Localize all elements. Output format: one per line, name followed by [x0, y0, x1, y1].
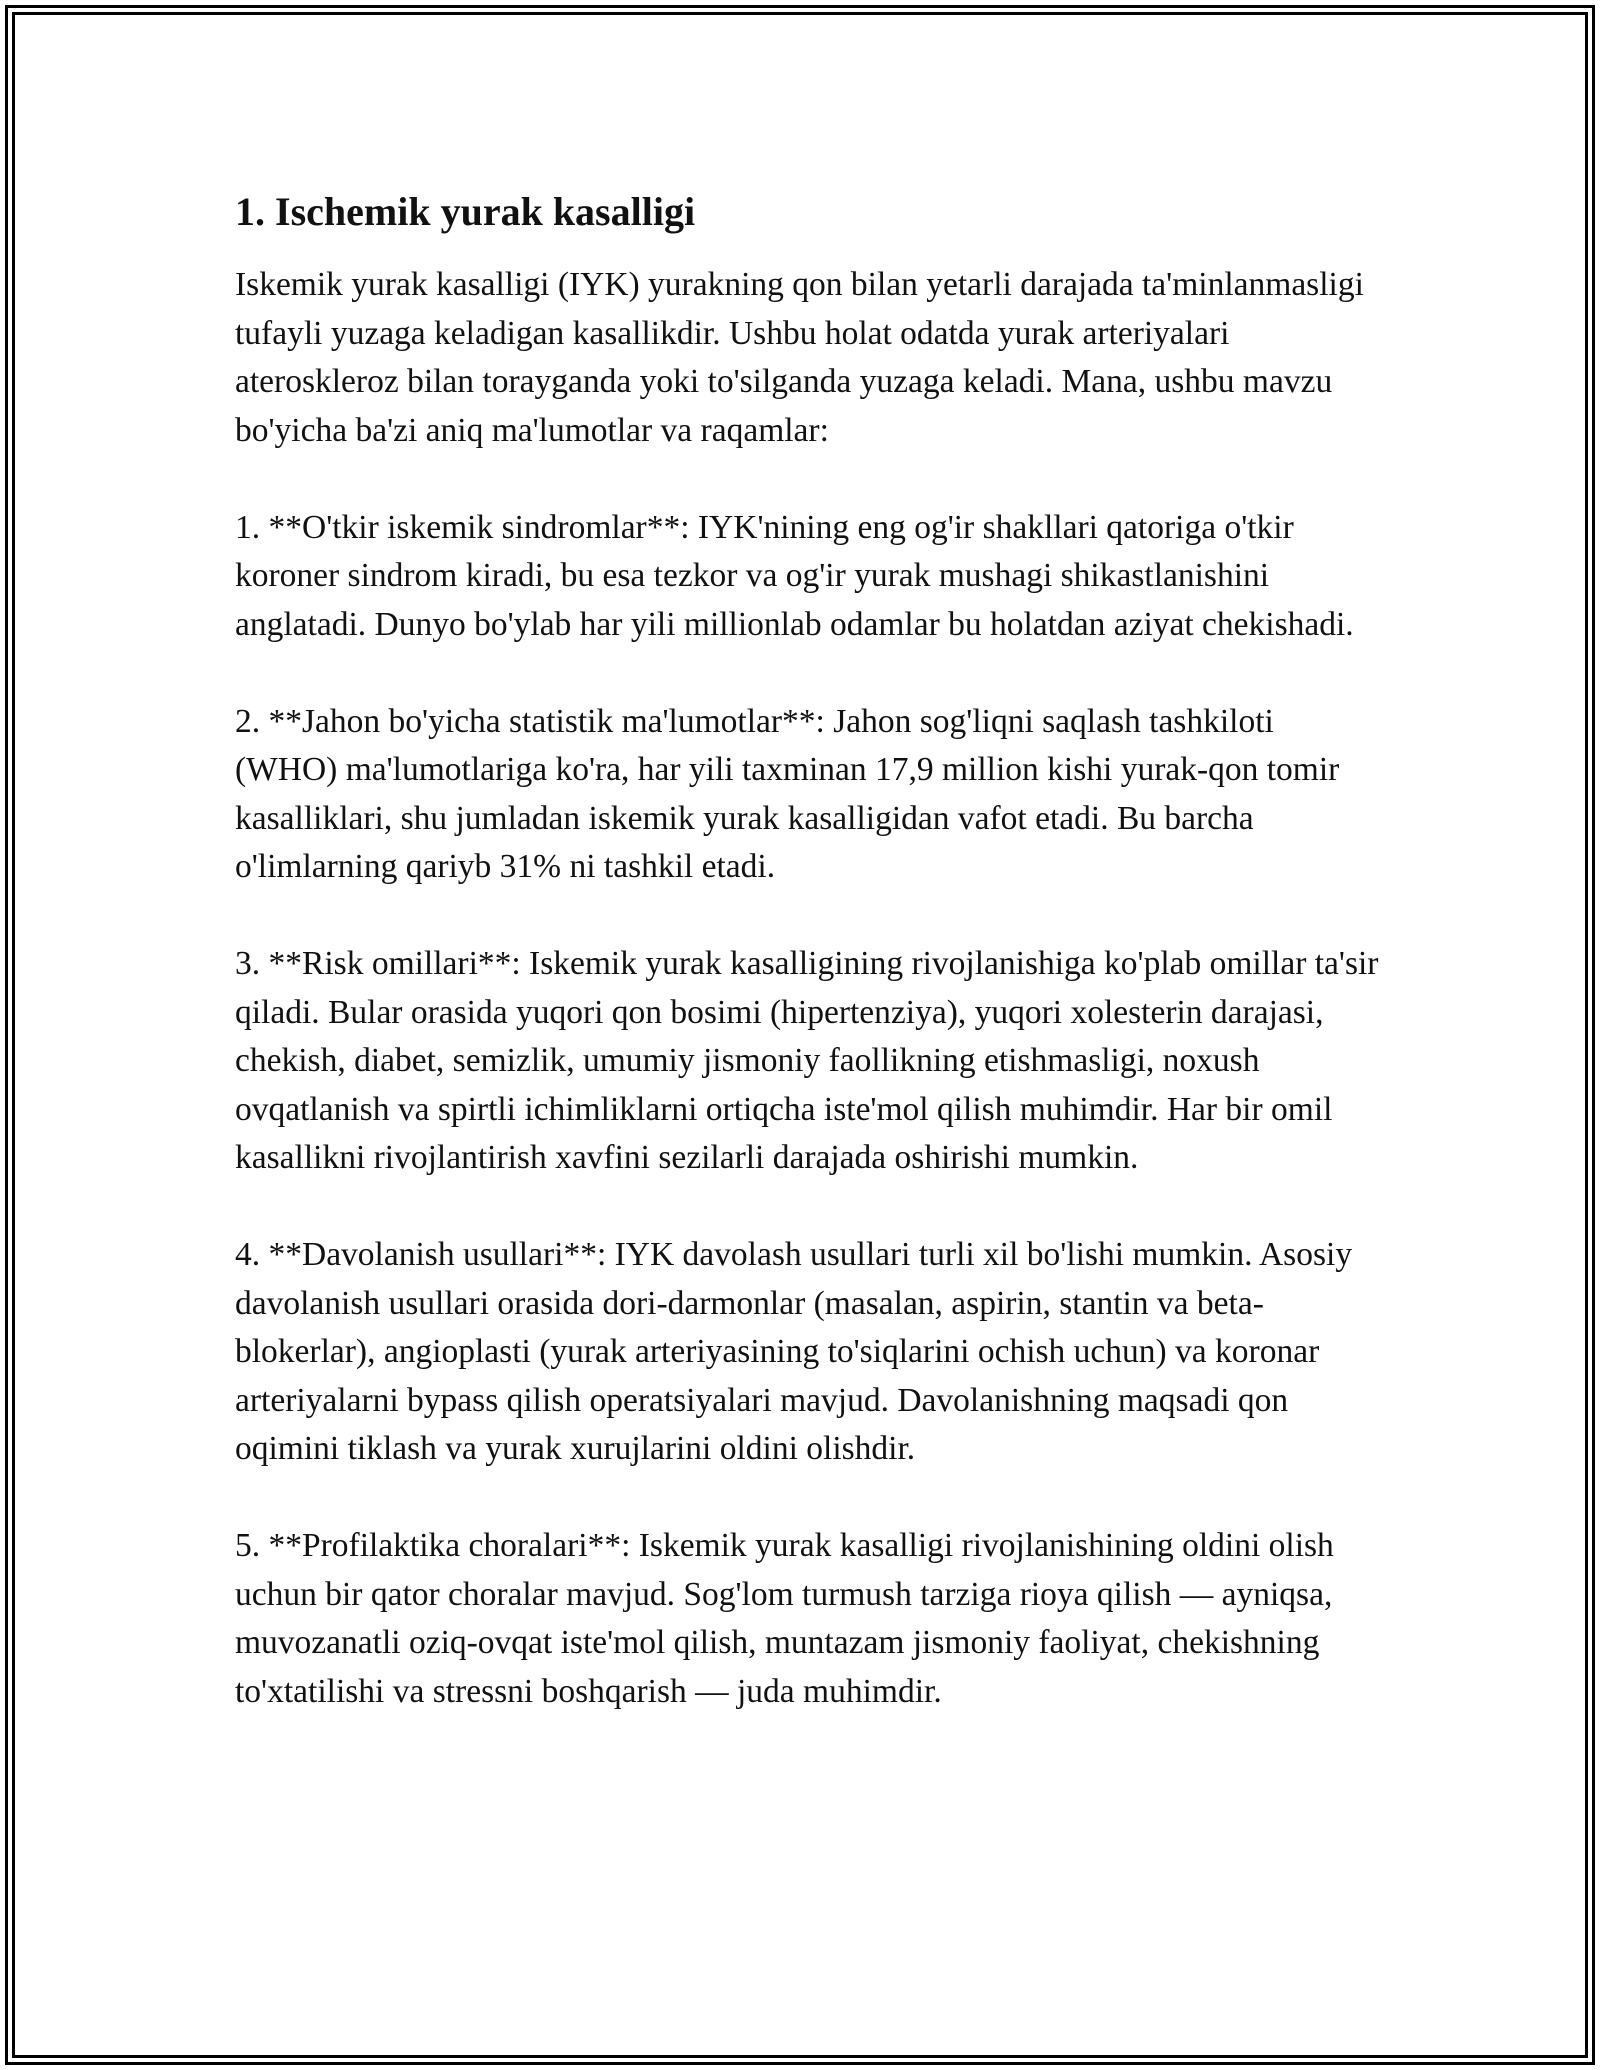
intro-paragraph: Iskemik yurak kasalligi (IYK) yurakning qon bilan yetarli darajada ta'minlanmasligi tufayli yuzaga keladigan kasallikdir. Ushbu holat odatda yurak arteriyalari ateroskleroz bilan torayganda yoki to'silganda yuzaga keladi. Mana, ushbu mavzu bo'yicha ba'zi aniq ma'lumotlar va raqamlar:: [235, 266, 1364, 449]
paragraph-risk-factors: 3. **Risk omillari**: Iskemik yurak kasalligining rivojlanishiga ko'plab omillar ta'sir qiladi. Bular orasida yuqori qon bosimi (hipertenziya), yuqori xolesterin darajasi, chekish, diabet, semizlik, umumiy jismoniy faollikning etishmasligi, noxush ovqatlanish va spirtli ichimliklarni ortiqcha iste'mol qilish muhimdir. Har bir omil kasallikni rivojlantirish xavfini sezilarli darajada oshirishi mumkin.: [235, 945, 1379, 1176]
paragraph-prevention-measures: 5. **Profilaktika choralari**: Iskemik yurak kasalligi rivojlanishining oldini olish uchun bir qator choralar mavjud. Sog'lom turmush tarziga rioya qilish — ayniqsa, muvozanatli oziq-ovqat iste'mol qilish, muntazam jismoniy faoliyat, chekishning to'xtatilishi va stressni boshqarish — juda muhimdir.: [235, 1527, 1334, 1710]
paragraph-treatment-methods: 4. **Davolanish usullari**: IYK davolash usullari turli xil bo'lishi mumkin. Asosiy davolanish usullari orasida dori-darmonlar (masalan, aspirin, stantin va beta-blokerlar), angioplasti (yurak arteriyasining to'siqlarini ochish uchun) va koronar arteriyalarni bypass qilish operatsiyalari mavjud. Davolanishning maqsadi qon oqimini tiklash va yurak xurujlarini oldini olishdir.: [235, 1236, 1353, 1467]
document-title: 1. Ischemik yurak kasalligi: [235, 189, 696, 234]
paragraph-acute-ischemic-syndromes: 1. **O'tkir iskemik sindromlar**: IYK'nining eng og'ir shakllari qatoriga o'tkir koroner sindrom kiradi, bu esa tezkor va og'ir yurak mushagi shikastlanishini anglatadi. Dunyo bo'ylab har yili millionlab odamlar bu holatdan aziyat chekishadi.: [235, 508, 1354, 643]
paragraph-global-statistics: 2. **Jahon bo'yicha statistik ma'lumotlar**: Jahon sog'liqni saqlash tashkiloti (WHO) ma'lumotlariga ko'ra, har yili taxminan 17,9 million kishi yurak-qon tomir kasalliklari, shu jumladan iskemik yurak kasalligidan vafot etadi. Bu barcha o'limlarning qariyb 31% ni tashkil etadi.: [235, 702, 1340, 885]
document-body: [235, 188, 1380, 1765]
